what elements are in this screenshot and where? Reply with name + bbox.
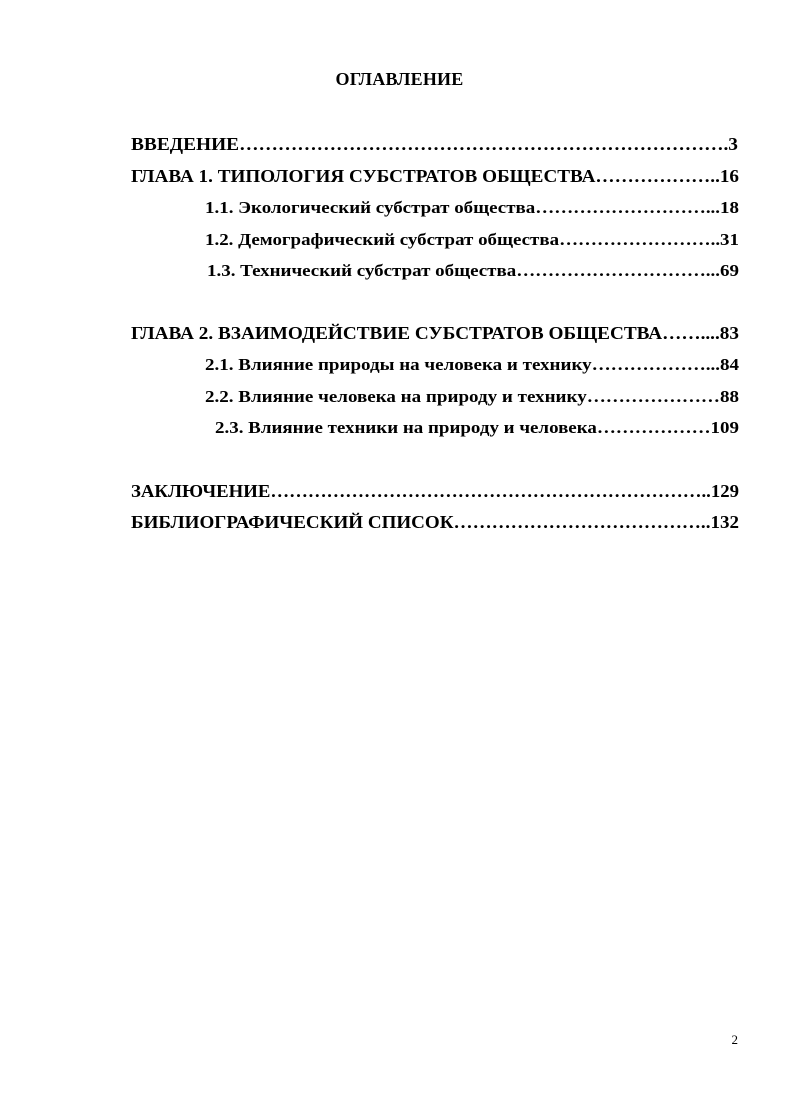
toc-entry-introduction: ВВЕДЕНИЕ………………………………………………………………….3	[131, 134, 738, 154]
toc-entry-section-1-2: 1.2. Демографический субстрат общества……………………..31	[205, 230, 739, 249]
toc-entry-bibliography: БИБЛИОГРАФИЧЕСКИЙ СПИСОК…………………………………..132	[131, 512, 739, 532]
toc-entry-section-2-1: 2.1. Влияние природы на человека и технику………………...84	[205, 355, 739, 374]
toc-entry-chapter-1: ГЛАВА 1. ТИПОЛОГИЯ СУБСТРАТОВ ОБЩЕСТВА………………..16	[131, 166, 739, 186]
toc-heading: ОГЛАВЛЕНИЕ	[335, 69, 464, 89]
toc-entry-section-1-1: 1.1. Экологический субстрат общества………………………...18	[205, 198, 739, 217]
toc-entry-section-1-3: 1.3. Технический субстрат общества…………………………...69	[207, 261, 739, 280]
page-number: 2	[731, 1032, 738, 1047]
toc-entry-conclusion: ЗАКЛЮЧЕНИЕ……………………………………………………………..129	[131, 481, 739, 501]
toc-entry-section-2-2: 2.2. Влияние человека на природу и технику…………………88	[205, 387, 739, 406]
toc-entry-chapter-2: ГЛАВА 2. ВЗАИМОДЕЙСТВИЕ СУБСТРАТОВ ОБЩЕСТВА……....83	[131, 323, 739, 343]
toc-entry-section-2-3: 2.3. Влияние техники на природу и человека………………109	[215, 418, 739, 437]
